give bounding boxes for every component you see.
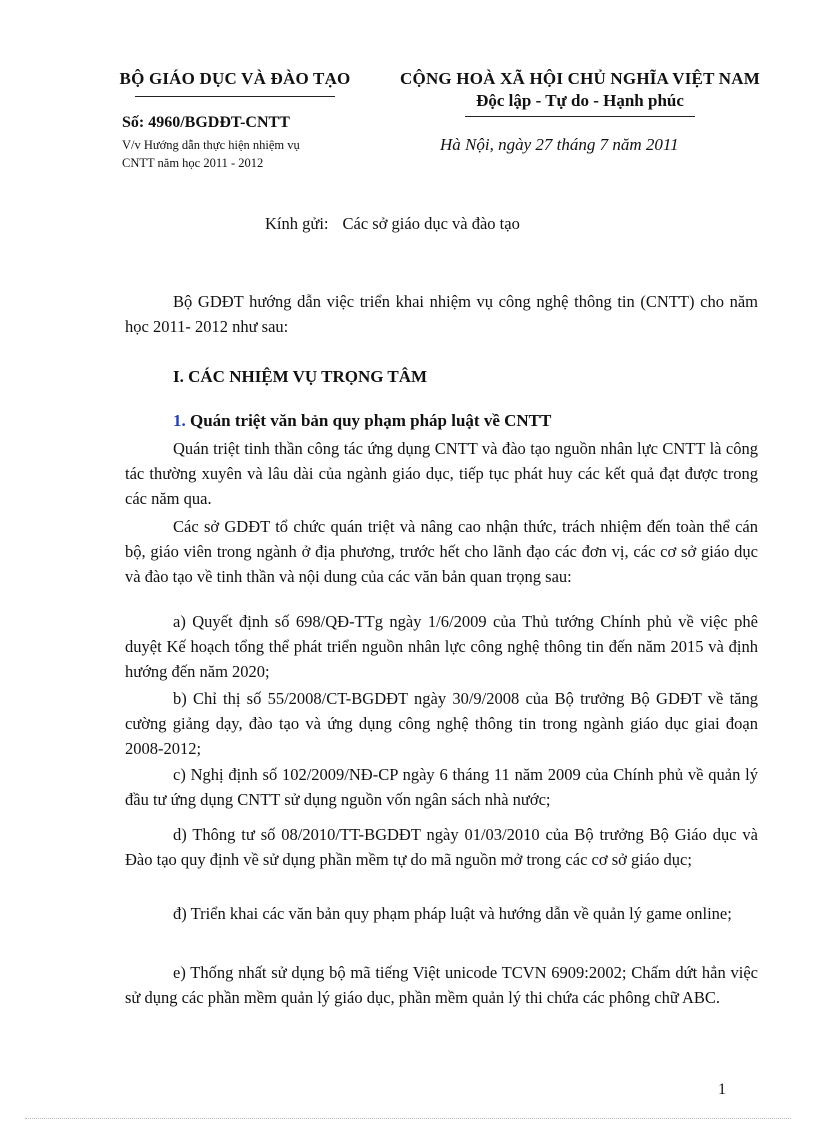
list-item-b: b) Chỉ thị số 55/2008/CT-BGDĐT ngày 30/9/2008 của Bộ trưởng Bộ GDĐT về tăng cường giảng dạy, đào tạo và ứng dụng công nghệ thông tin trong ngành giáo dục giai đoạn 2008-2012; <box>125 689 758 758</box>
section-title: I. CÁC NHIỆM VỤ TRỌNG TÂM <box>173 367 428 386</box>
motto-underline <box>465 116 695 117</box>
list-item-c: c) Nghị định số 102/2009/NĐ-CP ngày 6 tháng 11 năm 2009 của Chính phủ về quản lý đầu tư ứng dụng CNTT sử dụng nguồn vốn ngân sách nhà nước; <box>125 765 758 809</box>
intro-paragraph: Bộ GDĐT hướng dẫn việc triển khai nhiệm vụ công nghệ thông tin (CNTT) cho năm học 2011- 2012 như sau: <box>125 292 758 336</box>
recipient-name: Các sở giáo dục và đào tạo <box>342 214 520 233</box>
page-bottom-divider <box>25 1118 791 1119</box>
date-line: Hà Nội, ngày 27 tháng 7 năm 2011 <box>440 135 679 154</box>
subsection-title-text: Quán triệt văn bản quy phạm pháp luật về CNTT <box>190 411 552 430</box>
list-item-e: e) Thống nhất sử dụng bộ mã tiếng Việt unicode TCVN 6909:2002; Chấm dứt hẳn việc sử dụng các phần mềm quản lý giáo dục, phần mềm quản lý thi chứa các phông chữ ABC. <box>125 963 758 1007</box>
body-paragraph: Quán triệt tinh thần công tác ứng dụng CNTT và đào tạo nguồn nhân lực CNTT là công tác thường xuyên và lâu dài của ngành giáo dục, tiếp tục phát huy các kết quả đạt được trong các năm qua. <box>125 439 758 508</box>
motto: Độc lập - Tự do - Hạnh phúc <box>476 91 684 110</box>
ministry-name: BỘ GIÁO DỤC VÀ ĐÀO TẠO <box>119 69 351 88</box>
recipient-label: Kính gửi: <box>265 214 329 233</box>
recipient-line <box>265 214 520 234</box>
ministry-block <box>100 68 370 97</box>
list-item-a: a) Quyết định số 698/QĐ-TTg ngày 1/6/2009 của Thủ tướng Chính phủ về việc phê duyệt Kế hoạch tổng thể phát triển nguồn nhân lực công nghệ thông tin đến năm 2015 và định hướng đến năm 2020; <box>125 612 758 681</box>
body-paragraph: Các sở GDĐT tổ chức quán triệt và nâng cao nhận thức, trách nhiệm đến toàn thể cán bộ, giáo viên trong ngành ở địa phương, trước hết cho lãnh đạo các đơn vị, các cơ sở giáo dục và đào tạo về tinh thần và nội dung của các văn bản quan trọng sau: <box>125 517 758 586</box>
subsection-number: 1. <box>173 411 186 430</box>
ministry-underline <box>135 96 335 97</box>
page-number: 1 <box>718 1081 726 1098</box>
subject-line-1: V/v Hướng dẫn thực hiện nhiệm vụ <box>122 138 300 152</box>
country-block <box>385 68 775 117</box>
subsection-title <box>173 411 551 431</box>
subject-line <box>122 136 362 172</box>
list-item-d: d) Thông tư số 08/2010/TT-BGDĐT ngày 01/03/2010 của Bộ trưởng Bộ Giáo dục và Đào tạo quy định về sử dụng phần mềm tự do mã nguồn mở trong các cơ sở giáo dục; <box>125 825 758 869</box>
subject-line-2: CNTT năm học 2011 - 2012 <box>122 156 264 170</box>
document-number: Số: 4960/BGDĐT-CNTT <box>122 114 290 131</box>
list-item-dd: đ) Triển khai các văn bản quy phạm pháp luật và hướng dẫn về quản lý game online; <box>173 904 732 923</box>
country-name: CỘNG HOÀ XÃ HỘI CHỦ NGHĨA VIỆT NAM <box>400 69 760 88</box>
